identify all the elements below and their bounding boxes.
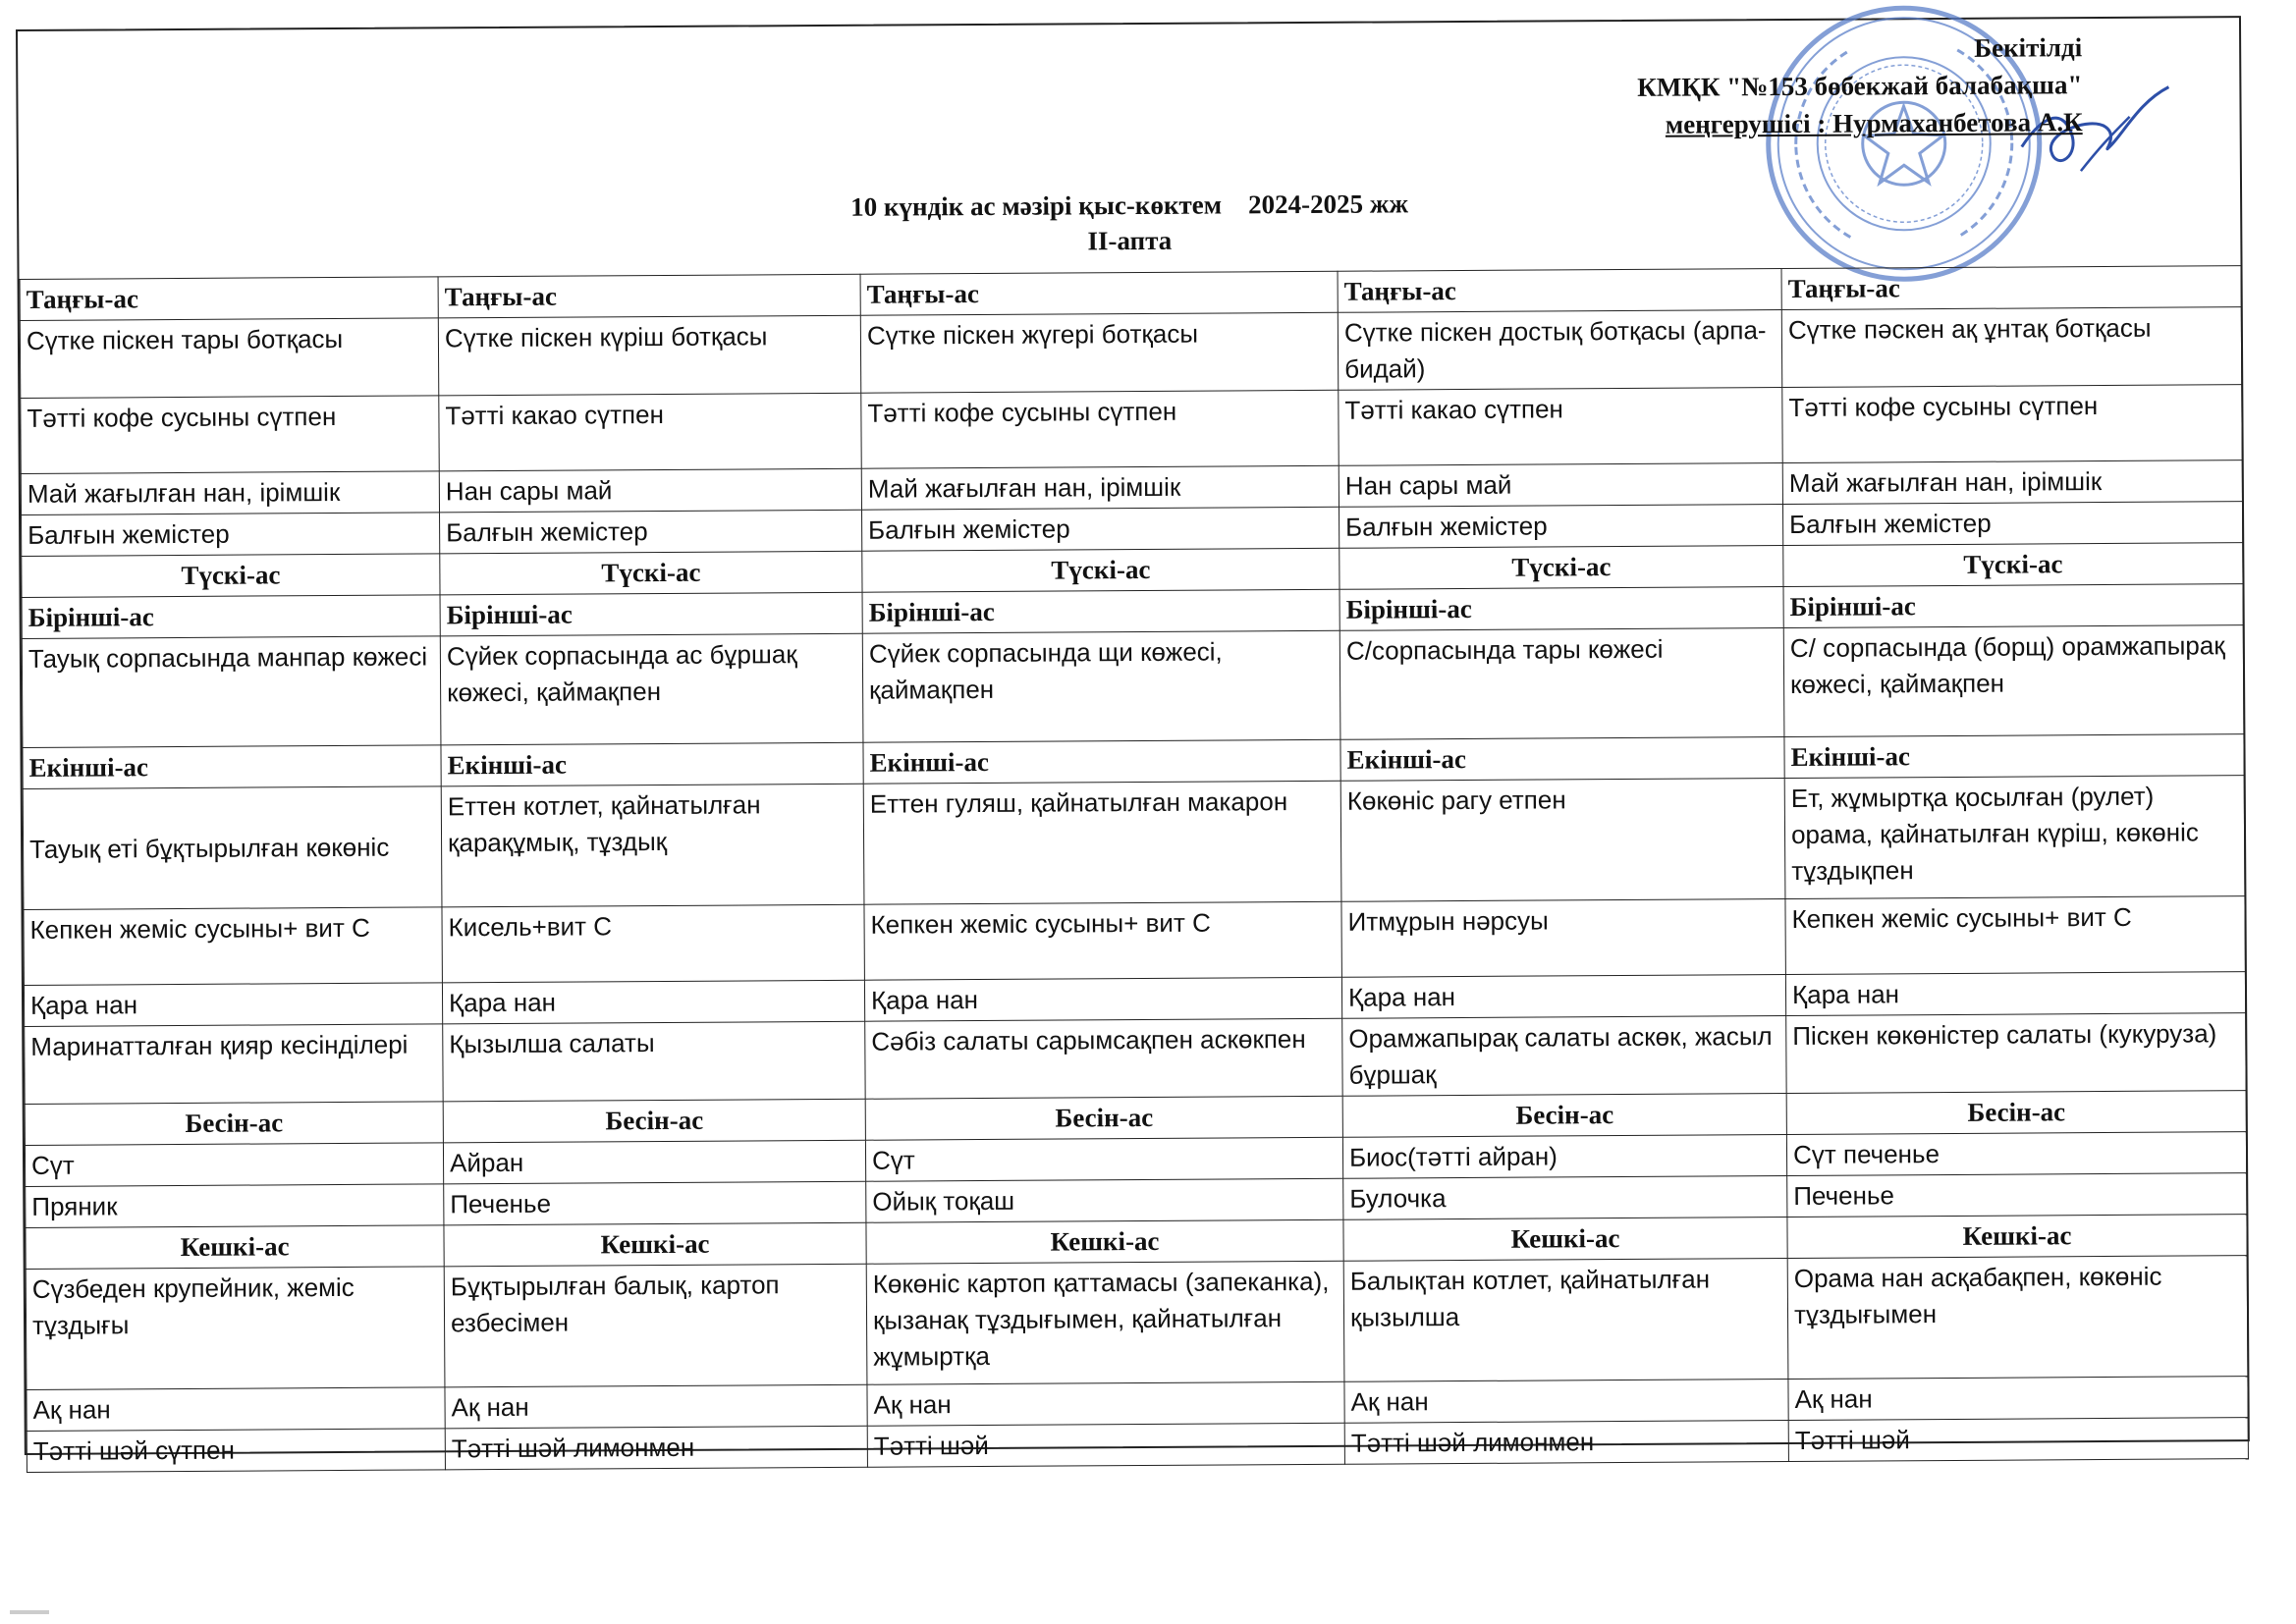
- snack-food: Пряник: [26, 1184, 444, 1228]
- breakfast-drink: Тәтті кофе сусыны сүтпен: [21, 396, 439, 474]
- lunch-bread: Қара нан: [24, 983, 442, 1027]
- snack-header: Бесін-ас: [1342, 1094, 1786, 1138]
- dinner-main: Бұқтырылған балық, картоп езбесімен: [444, 1264, 867, 1387]
- menu-document: [16, 16, 2250, 1466]
- breakfast-bread: Нан сары май: [439, 468, 861, 513]
- dinner-tea: Тәтті шәй: [867, 1423, 1344, 1467]
- breakfast-bread: Нан сары май: [1339, 463, 1782, 508]
- snack-drink: Биос(тәтті айран): [1342, 1135, 1786, 1179]
- lunch-bread: Қара нан: [864, 977, 1341, 1021]
- breakfast-porridge: Сүтке піскен тары ботқасы: [20, 318, 438, 399]
- snack-header: Бесін-ас: [443, 1099, 865, 1143]
- snack-drink: Айран: [443, 1140, 865, 1184]
- lunch-second-course: Ет, жұмыртқа қосылған (рулет) орама, қайнатылған күріш, көкөніс тұздықпен: [1784, 776, 2245, 899]
- breakfast-header: Таңғы-ас: [860, 271, 1338, 315]
- dinner-header: Кешкі-ас: [1343, 1218, 1787, 1262]
- breakfast-porridge: Сүтке пәскен ақ ұнтақ ботқасы: [1781, 307, 2241, 388]
- breakfast-bread: Май жағылған нан, ірімшік: [1782, 460, 2242, 505]
- dinner-header: Кешкі-ас: [1787, 1215, 2247, 1259]
- breakfast-header: Таңғы-ас: [1781, 266, 2241, 310]
- table-row: [24, 896, 2245, 986]
- breakfast-bread: Май жағылған нан, ірімшік: [21, 471, 439, 515]
- breakfast-porridge: Сүтке піскен жүгері ботқасы: [860, 312, 1338, 393]
- snack-header: Бесін-ас: [25, 1102, 443, 1146]
- dinner-header: Кешкі-ас: [444, 1222, 866, 1267]
- lunch-header: Түскі-ас: [440, 551, 862, 595]
- snack-drink: Сүт: [25, 1143, 443, 1187]
- lunch-drink: Итмұрын нәрсуы: [1341, 899, 1785, 978]
- dinner-bread: Ақ нан: [867, 1381, 1344, 1426]
- lunch-header: Түскі-ас: [862, 548, 1339, 592]
- second-course-header: Екінші-ас: [23, 745, 441, 789]
- dinner-bread: Ақ нан: [1344, 1380, 1788, 1424]
- lunch-salad: Піскен көкөністер салаты (кукуруза): [1786, 1013, 2246, 1094]
- lunch-bread: Қара нан: [442, 980, 864, 1024]
- breakfast-porridge: Сүтке піскен күріш ботқасы: [438, 315, 860, 396]
- lunch-header: Түскі-ас: [1339, 546, 1783, 590]
- snack-food: Булочка: [1343, 1176, 1787, 1220]
- lunch-salad: Орамжапырақ салаты аскөк, жасыл бұршақ: [1342, 1016, 1786, 1097]
- breakfast-fruit: Балғын жемістер: [22, 513, 440, 557]
- lunch-first-course: Тауық сорпасында манпар көжесі: [22, 636, 441, 748]
- breakfast-fruit: Балғын жемістер: [862, 507, 1339, 551]
- lunch-salad: Маринатталған қияр кесінділері: [25, 1024, 443, 1105]
- dinner-tea: Тәтті шәй лимонмен: [445, 1426, 867, 1470]
- breakfast-bread: Май жағылған нан, ірімшік: [861, 465, 1339, 510]
- dinner-main: Орама нан асқабақпен, көкөніс тұздығымен: [1787, 1256, 2248, 1380]
- breakfast-header: Таңғы-ас: [438, 274, 860, 318]
- breakfast-drink: Тәтті кофе сусыны сүтпен: [861, 390, 1339, 468]
- dinner-bread: Ақ нан: [27, 1387, 445, 1432]
- dinner-main: Балықтан котлет, қайнатылған қызылша: [1343, 1259, 1788, 1382]
- snack-header: Бесін-ас: [865, 1096, 1342, 1140]
- snack-food: Ойық тоқаш: [866, 1178, 1343, 1222]
- table-row: [25, 1013, 2246, 1105]
- lunch-second-course: Еттен котлет, қайнатылған қарақұмық, тұздық: [441, 784, 864, 907]
- director-name: меңгерушісі : Нурмаханбетова А.К: [1665, 107, 2083, 139]
- menu-title: 10 күндік ас мәзірі қыс-көктем 2024-2025 жж: [850, 189, 1409, 222]
- snack-food: Печенье: [1787, 1173, 2247, 1218]
- lunch-salad: Сәбіз салаты сарымсақпен аскөкпен: [865, 1018, 1342, 1099]
- dinner-header: Кешкі-ас: [866, 1219, 1343, 1264]
- menu-table: [20, 265, 2249, 1473]
- lunch-second-course: Еттен гуляш, қайнатылған макарон: [863, 781, 1341, 904]
- lunch-drink: Кепкен жеміс сусыны+ вит С: [1785, 896, 2245, 975]
- dinner-main: Сүзбеден крупейник, жеміс тұздығы: [26, 1267, 445, 1390]
- first-course-header: Бірінші-ас: [862, 589, 1339, 633]
- table-row: [20, 307, 2241, 399]
- lunch-second-course: Көкөніс рагу етпен: [1340, 779, 1785, 902]
- lunch-drink: Кепкен жеміс сусыны+ вит С: [864, 901, 1341, 980]
- dinner-tea: Тәтті шәй лимонмен: [1344, 1420, 1788, 1464]
- second-course-header: Екінші-ас: [1340, 737, 1784, 782]
- breakfast-drink: Тәтті какао сүтпен: [439, 393, 861, 471]
- lunch-salad: Қызылша салаты: [443, 1021, 865, 1102]
- table-row: [26, 1256, 2248, 1390]
- snack-drink: Сүт печенье: [1786, 1132, 2246, 1176]
- breakfast-header: Таңғы-ас: [1338, 269, 1781, 313]
- lunch-bread: Қара нан: [1341, 975, 1785, 1019]
- dinner-main: Көкөніс картоп қаттамасы (запеканка), қызанақ тұздығымен, қайнатылған жұмыртқа: [866, 1261, 1344, 1384]
- second-course-header: Екінші-ас: [1784, 734, 2244, 779]
- snack-header: Бесін-ас: [1786, 1091, 2246, 1135]
- scan-artifact: [10, 1610, 49, 1614]
- breakfast-drink: Тәтті кофе сусыны сүтпен: [1782, 385, 2242, 463]
- second-course-header: Екінші-ас: [863, 739, 1340, 784]
- second-course-header: Екінші-ас: [441, 742, 863, 786]
- lunch-second-course: Тауық еті бұқтырылған көкөніс: [23, 786, 442, 910]
- lunch-first-course: С/сорпасында тары көжесі: [1339, 628, 1784, 740]
- week-label: ІІ-апта: [1087, 225, 1173, 256]
- snack-drink: Сүт: [865, 1137, 1342, 1181]
- breakfast-fruit: Балғын жемістер: [440, 510, 862, 554]
- table-row: [22, 625, 2244, 748]
- dinner-bread: Ақ нан: [445, 1384, 867, 1429]
- dinner-tea: Тәтті шәй сүтпен: [27, 1429, 445, 1473]
- lunch-drink: Кисель+вит С: [442, 904, 864, 983]
- breakfast-fruit: Балғын жемістер: [1782, 502, 2242, 546]
- breakfast-header: Таңғы-ас: [20, 277, 438, 321]
- breakfast-porridge: Сүтке піскен достық ботқасы (арпа-бидай): [1338, 310, 1781, 391]
- approval-title: Бекітілді: [1974, 32, 2083, 63]
- approval-block: [1637, 28, 2083, 143]
- snack-food: Печенье: [444, 1181, 866, 1225]
- lunch-header: Түскі-ас: [22, 554, 440, 598]
- dinner-header: Кешкі-ас: [26, 1225, 444, 1270]
- table-row: [23, 776, 2245, 910]
- dinner-bread: Ақ нан: [1788, 1377, 2248, 1421]
- lunch-first-course: Сүйек сорпасында щи көжесі, қаймақпен: [862, 630, 1340, 742]
- first-course-header: Бірінші-ас: [1783, 584, 2243, 628]
- document-title: [19, 181, 2240, 265]
- first-course-header: Бірінші-ас: [1339, 587, 1783, 631]
- lunch-drink: Кепкен жеміс сусыны+ вит С: [24, 907, 442, 986]
- breakfast-drink: Тәтті какао сүтпен: [1339, 388, 1782, 466]
- first-course-header: Бірінші-ас: [440, 592, 862, 636]
- institution-name: КМҚК "№153 бөбекжай балабақша": [1637, 70, 2083, 102]
- lunch-header: Түскі-ас: [1783, 543, 2243, 587]
- breakfast-fruit: Балғын жемістер: [1339, 505, 1782, 549]
- lunch-first-course: С/ сорпасында (борщ) орамжапырақ көжесі, қаймақпен: [1783, 625, 2244, 737]
- lunch-first-course: Сүйек сорпасында ас бұршақ көжесі, қаймақпен: [440, 633, 863, 745]
- first-course-header: Бірінші-ас: [22, 595, 440, 639]
- table-row: [21, 385, 2242, 474]
- lunch-bread: Қара нан: [1785, 972, 2245, 1016]
- dinner-tea: Тәтті шәй: [1788, 1418, 2248, 1462]
